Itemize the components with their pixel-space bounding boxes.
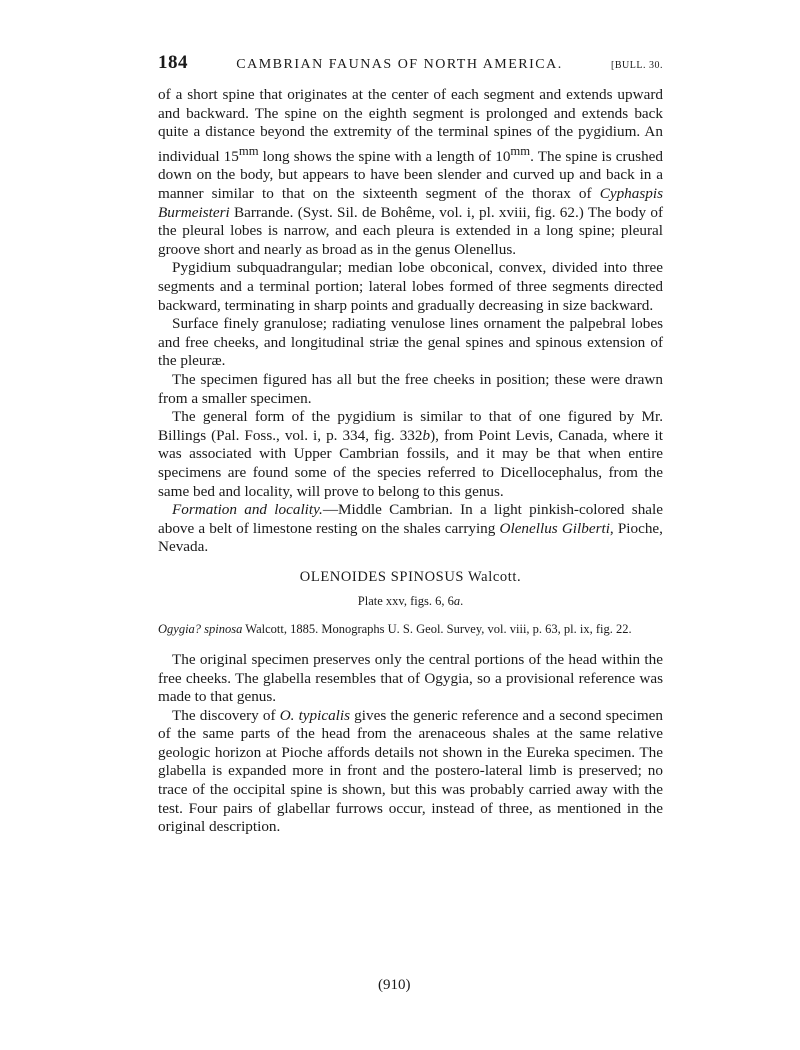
page-number: 184 [158,52,188,73]
unit-superscript: mm [510,143,531,158]
body-text [158,86,663,837]
paragraph: The original specimen preserves only the central portions of the head within the free cheeks. The glabella resembles that of Ogygia, so a provisional reference was made to that genus. [158,650,663,706]
text-run: ), from Point Levis, Canada, where it was associated with Upper Cambrian fossils, and it may be that when entire specimens are found some of the species referred to Dicellocephalus, from the same bed and locality, will prove to belong to this genus. [158,426,663,500]
species-name: Cyphaspis Burmeisteri [158,185,663,221]
text-run: long shows the spine with a length of 10 [258,147,511,165]
text-run: of a short spine that originates at the center of each segment and extends upward and backward. The spine on the eighth segment is prolonged and extends back quite a distance beyond the extremity of the terminal spines of the pygidium. An individual 15 [158,86,663,165]
folio: (910) [378,977,411,993]
text-run: , Pioche, Nevada. [158,519,663,556]
paragraph [158,408,663,501]
text-run: . The spine is crushed down on the body, but appears to have been slender and curved up and back in a manner similar to that on the sixteenth segment of the thorax of [158,147,663,203]
section-label: Formation and locality. [172,501,323,519]
species-heading: OLENOIDES SPINOSUS Walcott. [299,568,522,585]
paragraph: Surface finely granulose; radiating venulose lines ornament the palpebral lobes and free cheeks, and longitudinal striæ the genal spines and spinous extension of the pleuræ. [158,315,663,370]
plate-reference [158,594,663,609]
text-run: gives the generic reference and a second specimen of the same parts of the head from the arenaceous shales at the same relative geologic horizon at Pioche affords details not shown in the Eureka specimen. The glabella is expanded more in front and the postero-lateral limb is preserved; no trace of the occipital spine is shown, but this was probably carried away with the test. Four pairs of glabellar furrows occur, instead of three, as mentioned in the original description. [158,706,664,836]
unit-superscript: mm [238,143,259,158]
bulletin-number: [BULL. 30. [611,60,663,71]
species-name: O. typicalis [279,706,351,724]
paragraph [158,501,663,557]
page [158,52,663,837]
text-run: Plate xxv, figs. 6, 6 [357,593,454,608]
running-title: CAMBRIAN FAUNAS OF NORTH AMERICA. [236,57,563,72]
paragraph: The specimen figured has all but the free cheeks in position; these were drawn from a smaller specimen. [158,370,663,407]
text-run: Barrande. (Syst. Sil. de Bohême, vol. i, pl. xviii, fig. 62.) The body of the pleural lobes is narrow, and each pleura is extended in a long spine; pleural groove short and nearly as broad as in the genus Olenellus. [158,203,663,258]
species-name: Olenellus Gilberti [499,519,610,537]
text-run: b [422,426,431,444]
paragraph: Pygidium subquadrangular; median lobe obconical, convex, divided into three segments and a terminal portion; lateral lobes formed of three segments directed backward, terminating in sharp points and gradually decreasing in size backward. [158,259,663,314]
species-name: Ogygia? spinosa [158,621,243,636]
text-run: Walcott, 1885. Monographs U. S. Geol. Survey, vol. viii, p. 63, pl. ix, fig. 22. [242,621,632,636]
paragraph [158,707,663,837]
text-run: a [453,593,461,608]
running-head [158,52,663,86]
paragraph [158,86,663,259]
text-run: The general form of the pygidium is similar to that of one figured by Mr. Billings (Pal. Foss., vol. i, p. 334, fig. 332 [158,408,663,444]
text-run: . [460,593,464,608]
synonymy-entry [158,621,663,637]
text-run: The discovery of [172,706,280,724]
text-run: —Middle Cambrian. In a light pinkish-colored shale above a belt of limestone resting on the shales carrying [158,501,663,537]
